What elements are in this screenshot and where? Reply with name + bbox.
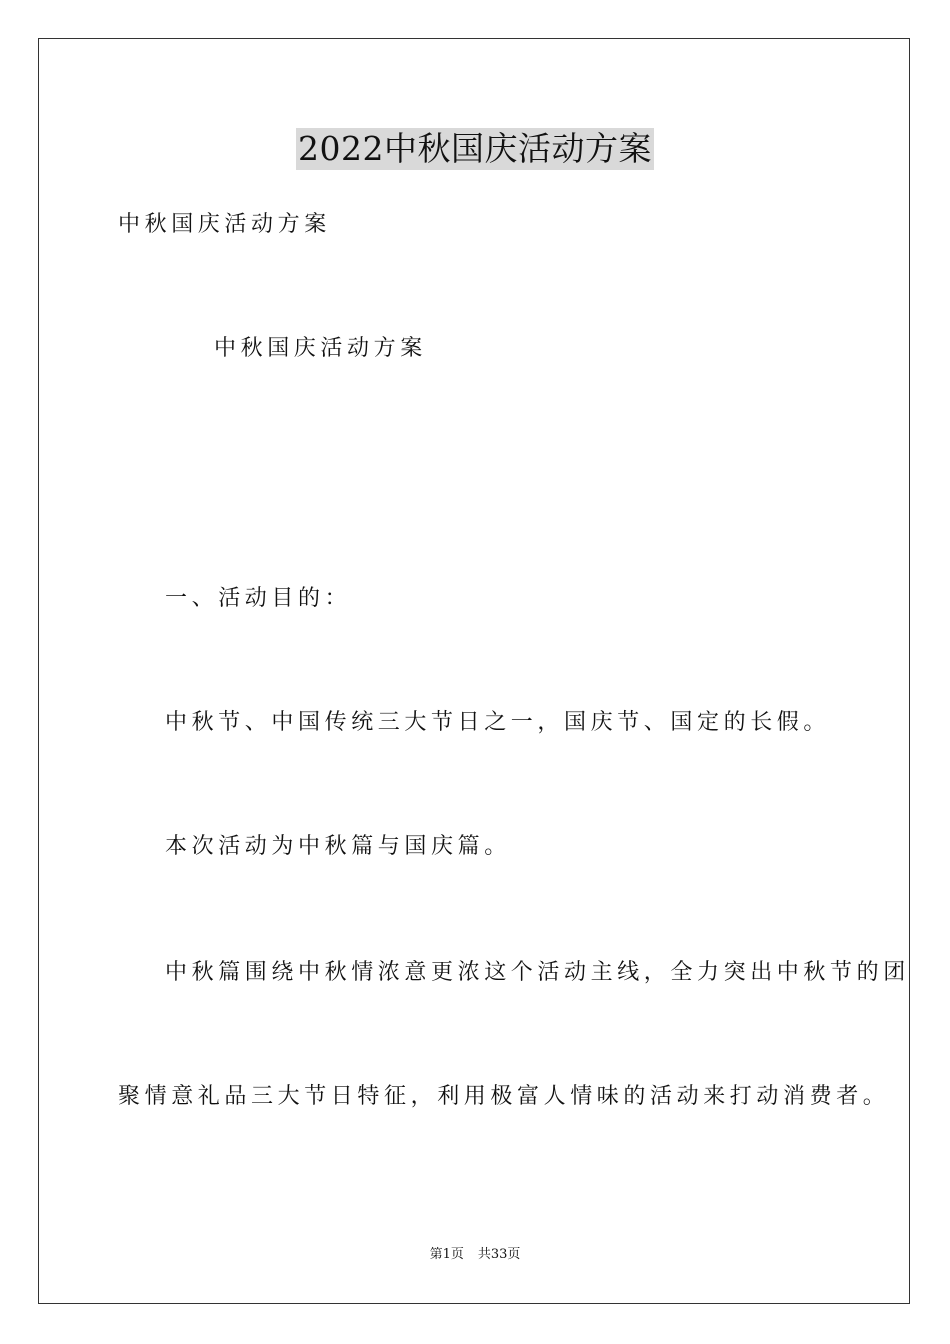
page-number: 第1页 [429,1247,464,1262]
indented-subtitle-line: 中秋国庆活动方案 [214,336,427,361]
page-footer [0,1246,950,1264]
paragraph-line: 本次活动为中秋篇与国庆篇。 [165,834,511,859]
paragraph-line: 中秋节、中国传统三大节日之一，国庆节、国定的长假。 [165,710,831,735]
page-total: 共33页 [477,1247,521,1262]
document-title-text: 2022中秋国庆活动方案 [298,129,652,168]
document-title [0,128,950,170]
paragraph-line: 中秋篇围绕中秋情浓意更浓这个活动主线，全力突出中秋节的团 [165,960,910,985]
section-heading: 一、活动目的： [165,586,352,611]
paragraph-line: 聚情意礼品三大节日特征，利用极富人情味的活动来打动消费者。 [118,1084,890,1109]
subtitle-line: 中秋国庆活动方案 [118,212,331,237]
